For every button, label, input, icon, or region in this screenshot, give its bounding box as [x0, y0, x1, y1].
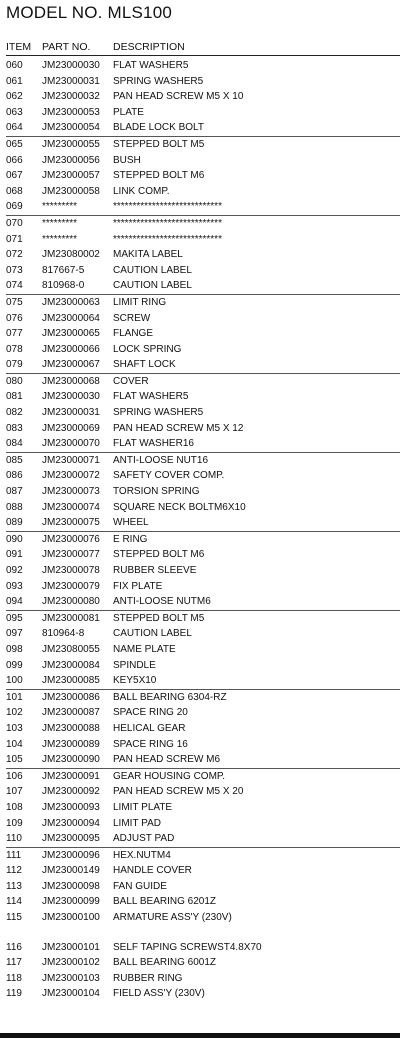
item-number: 106: [6, 770, 23, 782]
parts-table: [6, 58, 400, 1002]
part-number: JM23000085: [42, 675, 100, 687]
part-description: LIMIT RING: [113, 296, 167, 308]
item-number: 063: [6, 106, 23, 118]
part-description: BLADE LOCK BOLT: [113, 122, 204, 134]
part-number: JM23000084: [42, 659, 100, 671]
part-description: CAUTION LABEL: [113, 628, 192, 640]
item-number: 086: [6, 470, 23, 482]
part-description: FLAT WASHER16: [113, 438, 194, 450]
part-description: LIMIT PAD: [113, 817, 161, 829]
part-number: JM23000075: [42, 517, 100, 529]
part-description: SPRING WASHER5: [113, 75, 204, 87]
item-number: 087: [6, 486, 23, 498]
part-description: BALL BEARING 6201Z: [113, 896, 217, 908]
part-number: JM23000081: [42, 612, 100, 624]
part-number: JM23000100: [42, 912, 100, 924]
table-row: [6, 626, 400, 642]
table-row: [6, 737, 400, 753]
table-row: [6, 515, 400, 531]
table-row: [6, 594, 400, 610]
part-description: FIELD ASS'Y (230V): [113, 988, 205, 1000]
table-row: [6, 986, 400, 1002]
part-description: RUBBER SLEEVE: [113, 565, 197, 576]
table-row: [6, 955, 400, 971]
part-number: JM23000094: [42, 817, 100, 829]
table-row: [6, 484, 400, 500]
item-number: 114: [6, 896, 22, 908]
part-description: SPRING WASHER5: [113, 407, 204, 419]
part-description: PAN HEAD SCREW M5 X 12: [113, 422, 244, 434]
table-row: [6, 74, 400, 90]
item-number: 060: [6, 60, 23, 71]
part-number: JM23000031: [42, 75, 100, 87]
item-number: 109: [6, 817, 23, 829]
part-description: HEX.NUTM4: [113, 849, 171, 861]
item-number: 117: [6, 957, 22, 969]
part-description: ****************************: [113, 217, 222, 229]
page-title: MODEL NO. MLS100: [6, 3, 173, 22]
item-number: 074: [6, 280, 23, 292]
table-row: [6, 689, 400, 706]
item-number: 068: [6, 185, 23, 197]
item-number: 116: [6, 941, 22, 953]
part-number: JM23000071: [42, 454, 100, 466]
item-number: 115: [6, 912, 22, 924]
table-header: [6, 41, 396, 54]
part-number: JM23000032: [42, 91, 100, 103]
table-row: [6, 971, 400, 987]
part-number: JM23000098: [42, 880, 100, 892]
part-number: JM23000069: [42, 422, 100, 434]
part-number: *********: [42, 201, 78, 213]
table-row: [6, 263, 400, 279]
part-description: SPINDLE: [113, 659, 156, 671]
table-row: [6, 89, 400, 105]
table-row: [6, 547, 400, 563]
item-number: 094: [6, 596, 23, 608]
item-number: 073: [6, 264, 23, 276]
table-row: [6, 831, 400, 847]
part-description: SPACE RING 20: [113, 707, 188, 719]
part-number: JM23000078: [42, 565, 100, 576]
table-row: [6, 610, 400, 627]
part-description: BUSH: [113, 154, 141, 166]
item-number: 083: [6, 422, 23, 434]
part-description: ARMATURE ASS'Y (230V): [113, 912, 232, 924]
part-description: FLAT WASHER5: [113, 60, 189, 71]
item-number: 081: [6, 391, 23, 403]
table-row: [6, 405, 400, 421]
part-description: HELICAL GEAR: [113, 722, 186, 734]
bottom-rule: [0, 1033, 400, 1038]
table-row: [6, 910, 400, 926]
part-number: JM23000070: [42, 438, 100, 450]
part-description: BALL BEARING 6304-RZ: [113, 691, 227, 703]
table-row: [6, 184, 400, 200]
part-description: LIMIT PLATE: [113, 801, 173, 813]
part-number: 810968-0: [42, 280, 85, 292]
item-number: 076: [6, 312, 23, 324]
part-description: PAN HEAD SCREW M5 X 20: [113, 786, 244, 798]
table-row: [6, 311, 400, 327]
table-row: [6, 784, 400, 800]
part-number: JM23000073: [42, 486, 100, 498]
part-description: STEPPED BOLT M5: [113, 138, 205, 150]
item-number: 065: [6, 138, 23, 150]
part-number: JM23000092: [42, 786, 100, 798]
part-number: JM23000090: [42, 754, 100, 766]
item-number: 072: [6, 249, 23, 261]
part-number: JM23000056: [42, 154, 100, 166]
part-number: JM23000091: [42, 770, 100, 782]
part-number: JM23000086: [42, 691, 100, 703]
part-description: CAUTION LABEL: [113, 264, 192, 276]
item-number: 105: [6, 754, 23, 766]
part-description: NAME PLATE: [113, 643, 176, 655]
part-number: JM23000103: [42, 972, 100, 984]
part-number: JM23000149: [42, 865, 100, 877]
part-description: PLATE: [113, 106, 144, 118]
header-description: DESCRIPTION: [113, 41, 185, 53]
part-description: WHEEL: [113, 517, 149, 529]
table-row: [6, 768, 400, 785]
part-number: JM23000088: [42, 722, 100, 734]
part-number: JM23000068: [42, 375, 100, 387]
part-description: SCREW: [113, 312, 151, 324]
part-number: JM23000077: [42, 549, 100, 561]
part-number: *********: [42, 233, 78, 245]
table-row: [6, 940, 400, 956]
item-number: 062: [6, 91, 23, 103]
part-description: SQUARE NECK BOLTM6X10: [113, 501, 246, 513]
table-row: [6, 816, 400, 832]
item-number: 088: [6, 501, 23, 513]
header-divider: [6, 55, 400, 56]
table-row: [6, 436, 400, 452]
part-description: ANTI-LOOSE NUTM6: [113, 596, 211, 608]
item-number: 069: [6, 201, 23, 213]
part-description: LOCK SPRING: [113, 343, 182, 355]
part-number: JM23000053: [42, 106, 100, 118]
item-number: 112: [6, 865, 22, 877]
part-description: RUBBER RING: [113, 972, 183, 984]
item-number: 099: [6, 659, 23, 671]
table-row: [6, 247, 400, 263]
table-row: [6, 879, 400, 895]
part-description: FIX PLATE: [113, 580, 163, 592]
part-description: FLAT WASHER5: [113, 391, 189, 403]
part-number: JM23000057: [42, 170, 100, 182]
item-number: 100: [6, 675, 23, 687]
item-number: 108: [6, 801, 23, 813]
table-row: [6, 199, 400, 215]
part-number: JM23000054: [42, 122, 100, 134]
table-row: [6, 800, 400, 816]
table-row: [6, 579, 400, 595]
item-number: 098: [6, 643, 23, 655]
table-row: [6, 752, 400, 768]
part-description: COVER: [113, 375, 149, 387]
item-number: 071: [6, 233, 23, 245]
item-number: 110: [6, 833, 22, 845]
part-description: FAN GUIDE: [113, 880, 167, 892]
item-number: 113: [6, 880, 22, 892]
header-item: ITEM: [6, 41, 32, 53]
item-number: 107: [6, 786, 23, 798]
header-part-no: PART NO.: [42, 41, 91, 53]
part-description: BALL BEARING 6001Z: [113, 957, 217, 969]
table-row: [6, 168, 400, 184]
table-row: [6, 373, 400, 390]
table-row: [6, 326, 400, 342]
part-description: ADJUST PAD: [113, 833, 175, 845]
table-row: [6, 642, 400, 658]
part-description: STEPPED BOLT M6: [113, 170, 205, 182]
part-number: JM23000079: [42, 580, 100, 592]
part-number: JM23000030: [42, 60, 100, 71]
part-number: JM23000066: [42, 343, 100, 355]
item-number: 093: [6, 580, 23, 592]
table-row: [6, 389, 400, 405]
part-description: STEPPED BOLT M6: [113, 549, 205, 561]
part-number: JM23000087: [42, 707, 100, 719]
part-description: FLANGE: [113, 328, 154, 340]
part-number: JM23000072: [42, 470, 100, 482]
item-number: 085: [6, 454, 23, 466]
part-number: JM23000063: [42, 296, 100, 308]
part-description: E RING: [113, 533, 148, 545]
table-row: [6, 232, 400, 248]
item-number: 079: [6, 359, 23, 371]
table-row: [6, 105, 400, 121]
table-row: [6, 847, 400, 864]
part-number: JM23000096: [42, 849, 100, 861]
part-number: JM23000093: [42, 801, 100, 813]
part-description: MAKITA LABEL: [113, 249, 183, 261]
table-row: [6, 673, 400, 689]
part-description: GEAR HOUSING COMP.: [113, 770, 226, 782]
part-number: JM23000074: [42, 501, 100, 513]
part-number: JM23000065: [42, 328, 100, 340]
item-number: 089: [6, 517, 23, 529]
item-number: 097: [6, 628, 23, 640]
item-number: 104: [6, 738, 23, 750]
part-description: ****************************: [113, 201, 222, 213]
item-number: 070: [6, 217, 23, 229]
table-row: [6, 863, 400, 879]
table-row: [6, 278, 400, 294]
table-row: [6, 894, 400, 910]
table-row: [6, 658, 400, 674]
part-description: SELF TAPING SCREWST4.8X70: [113, 941, 262, 953]
part-number: JM23000104: [42, 988, 100, 1000]
item-number: 119: [6, 988, 22, 1000]
part-description: PAN HEAD SCREW M6: [113, 754, 221, 766]
item-number: 095: [6, 612, 23, 624]
part-number: JM23000095: [42, 833, 100, 845]
part-description: CAUTION LABEL: [113, 280, 192, 292]
item-number: 078: [6, 343, 23, 355]
table-row: [6, 136, 400, 153]
item-number: 080: [6, 375, 23, 387]
table-row: [6, 153, 400, 169]
table-row: [6, 705, 400, 721]
table-row: [6, 531, 400, 548]
item-number: 077: [6, 328, 23, 340]
part-number: JM23000055: [42, 138, 100, 150]
part-number: JM23000067: [42, 359, 100, 371]
table-row: [6, 120, 400, 136]
part-number: JM23080055: [42, 643, 100, 655]
part-number: JM23000031: [42, 407, 100, 419]
table-row: [6, 468, 400, 484]
part-number: JM23000080: [42, 596, 100, 608]
part-description: ANTI-LOOSE NUT16: [113, 454, 209, 466]
part-description: SPACE RING 16: [113, 738, 188, 750]
part-description: SAFETY COVER COMP.: [113, 470, 225, 482]
part-number: JM23000099: [42, 896, 100, 908]
item-number: 091: [6, 549, 23, 561]
table-row: [6, 452, 400, 469]
item-number: 082: [6, 407, 23, 419]
part-number: JM23000064: [42, 312, 100, 324]
part-description: PAN HEAD SCREW M5 X 10: [113, 91, 244, 103]
table-row: [6, 58, 400, 74]
table-row: [6, 563, 400, 579]
table-row: [6, 215, 400, 232]
part-number: 810964-8: [42, 628, 85, 640]
item-number: 064: [6, 122, 23, 134]
item-number: 090: [6, 533, 23, 545]
part-description: SHAFT LOCK: [113, 359, 176, 371]
item-number: 092: [6, 565, 23, 576]
item-number: 075: [6, 296, 23, 308]
part-number: JM23000058: [42, 185, 100, 197]
item-number: 102: [6, 707, 23, 719]
item-number: 111: [6, 849, 22, 861]
part-description: LINK COMP.: [113, 185, 170, 197]
part-number: JM23000101: [42, 941, 100, 953]
item-number: 061: [6, 75, 23, 87]
part-description: HANDLE COVER: [113, 865, 192, 877]
part-description: ****************************: [113, 233, 222, 245]
item-number: 103: [6, 722, 23, 734]
part-number: JM23000030: [42, 391, 100, 403]
part-number: JM23080002: [42, 249, 100, 261]
item-number: 101: [6, 691, 23, 703]
part-description: KEY5X10: [113, 675, 157, 687]
table-row: [6, 721, 400, 737]
part-number: JM23000089: [42, 738, 100, 750]
item-number: 066: [6, 154, 23, 166]
table-row: [6, 421, 400, 437]
item-number: 067: [6, 170, 23, 182]
part-description: TORSION SPRING: [113, 486, 200, 498]
item-number: 084: [6, 438, 23, 450]
table-row: [6, 294, 400, 311]
part-number: 817667-5: [42, 264, 85, 276]
table-row: [6, 342, 400, 358]
part-number: JM23000102: [42, 957, 100, 969]
part-description: STEPPED BOLT M5: [113, 612, 205, 624]
table-row: [6, 357, 400, 373]
item-number: 118: [6, 972, 22, 984]
part-number: *********: [42, 217, 78, 229]
table-row: [6, 500, 400, 516]
part-number: JM23000076: [42, 533, 100, 545]
